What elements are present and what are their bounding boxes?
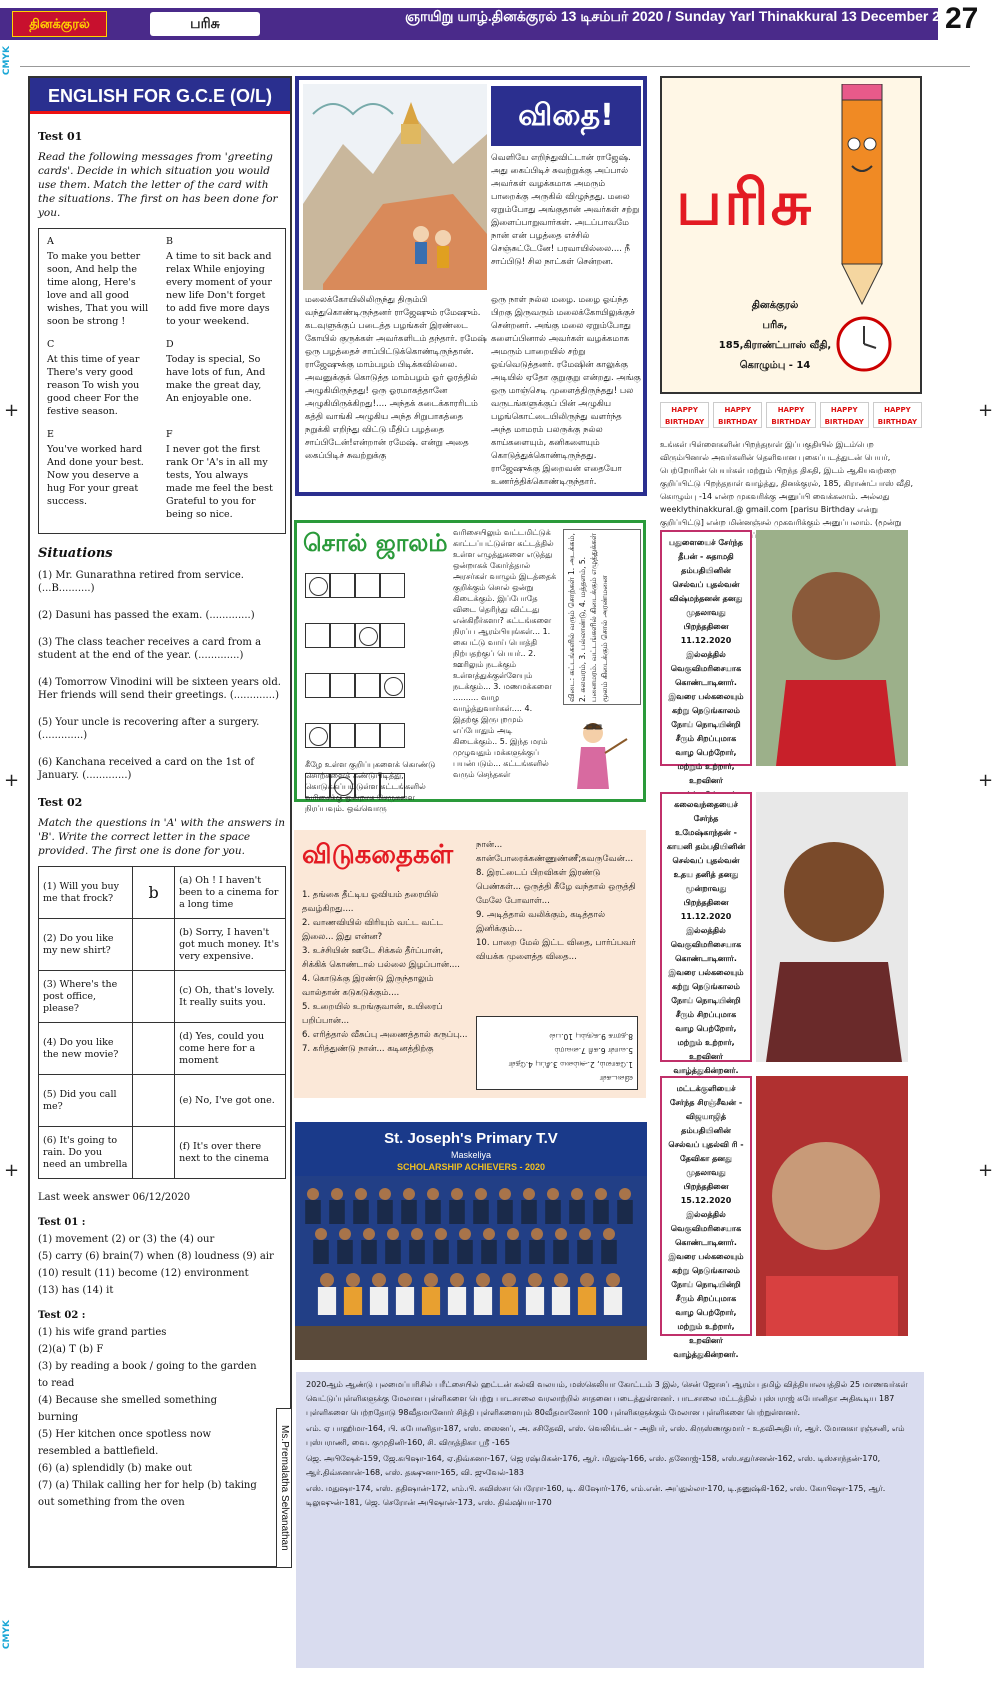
- student-figure: [593, 1188, 609, 1224]
- card-letter: C: [47, 339, 55, 350]
- riddle-item: 3. உச்சியின் ஊடே சிக்கல் தீர்ப்பான், சிக்கிக் கொண்டால் பல்லை இழப்பான்....: [302, 946, 460, 970]
- situation-item: (1) Mr. Gunarathna retired from service. (...B..........): [38, 570, 244, 594]
- puzzle-row-gap: [305, 598, 405, 604]
- register-mark-icon: +: [4, 400, 20, 421]
- answer-line: (7) (a) Thilak calling her for help (b) taking out something from the oven: [38, 1480, 257, 1508]
- newspaper-logo: தினக்குரல்: [12, 11, 107, 37]
- riddle-item: நான்... கான்போரைக்கண்ணுண்ணீ;கவருவேன்...: [476, 840, 634, 864]
- address-line: பரிசு,: [762, 320, 788, 331]
- card-letter: B: [166, 236, 173, 247]
- card-letter: A: [47, 236, 54, 247]
- match-answer-option: (e) No, I've got one.: [175, 1075, 286, 1127]
- match-answer-blank: [133, 1023, 175, 1075]
- match-answer-option: (c) Oh, that's lovely. It really suits you.: [175, 971, 286, 1023]
- happy-birthday-banner: HAPPY BIRTHDAY: [766, 402, 815, 428]
- student-figure: [474, 1273, 492, 1315]
- answer-line: (1) movement (2) or (3) the (4) our: [38, 1234, 215, 1245]
- student-figure: [578, 1273, 596, 1315]
- match-answer-option: (f) It's over there next to the cinema: [175, 1127, 286, 1179]
- puzzle-cell: [305, 623, 330, 648]
- child-photo-2: [756, 792, 908, 1062]
- puzzle-cell: [380, 623, 405, 648]
- card-text: At this time of year There's very good reason To wish you good cheer For the festive season.: [47, 354, 140, 417]
- match-question: (1) Will you buy me that frock?: [39, 867, 133, 919]
- parisu-wordmark: பரிசு: [676, 166, 814, 239]
- situation-item: (4) Tomorrow Vinodini will be sixteen years old. Her friends will send their greetings. (.............): [38, 677, 281, 701]
- happy-birthday-banner: HAPPY BIRTHDAY: [820, 402, 869, 428]
- register-mark-icon: +: [978, 1160, 994, 1181]
- school-subtitle: SCHOLARSHIP ACHIEVERS - 2020: [396, 1162, 546, 1172]
- puzzle-title: சொல் ஜாலம்: [303, 529, 448, 557]
- puzzle-row-gap: [305, 748, 405, 754]
- match-answer-blank: [133, 919, 175, 971]
- student-figure: [526, 1273, 544, 1315]
- student-figure: [409, 1228, 425, 1264]
- riddles-right: [476, 838, 638, 964]
- riddle-item: 9. அடித்தால் வலிக்கும், கடித்தால் இனிக்கும்...: [476, 910, 606, 934]
- happy-birthday-banner: HAPPY BIRTHDAY: [873, 402, 922, 428]
- date-line: ஞாயிறு யாழ்.தினக்குரல் 13 டிசம்பர் 2020 / Sunday Yarl Thinakkural 13 December 2020: [405, 8, 964, 24]
- story-text-left: மலைக்கோயிலிலிருந்து திரும்பி வந்துகொண்டிருந்தனர் ராஜேஷும் ரமேஷும். கடவுளுக்குப் படைத்த பழங்கள் இரண்டை கோயில் குருக்கள் அவர்களிடம் தந்தார். ரமேஷ் ஒரு பழத்தைச் சாப்பிட்டுக்கொண்டிருந்தான். ராஜேஷுக்கு மாம்பழம் பிடிக்கவில்லை. அவனுக்குக் கொடுத்த மாம்பழம் ஓர் ஓரத்தில் அழுகியிருந்தது! ஒரு ஓரமாகத்தானே அழுகியிருக்கிறது!.... அந்தக் கடைக்காரரிடம் கத்தி வாங்கி அழுகிய அந்த சிறுபாகத்தை நறுக்கி எறிந்து விட்டு மீதிப் பழத்தை சாப்பிடேன்!என்றான் ரமேஷ். என்று அதை கைப்பிடிச் சுவற்றுக்கு: [305, 295, 487, 461]
- student-figure: [604, 1273, 622, 1315]
- riddles-left: [302, 888, 470, 1056]
- student-figure: [313, 1228, 329, 1264]
- riddle-item: 6. எரித்தால் வீசுப்பு அணைத்தால் கருப்பு...: [302, 1030, 468, 1040]
- match-question: (6) It's going to rain. Do you need an umbrella: [39, 1127, 133, 1179]
- student-figure: [401, 1188, 417, 1224]
- puzzle-clues: வரிசையிலும் வட்டமிட்டுக் காட்டப்பட்டுள்ள கட்டத்தில் உள்ள எழுத்துகளை எடுத்து ஒன்றாகக் கோர்த்தால் அரசர்கள் வாழும் இடத்தைக் குறிக்கும் சொல் ஒன்று கிடைக்கும். இப்போதே விடை தெரிந்து விட்டது என்கிறீர்களா? கட்டங்களை நிரப்ப ஆரம்பியுங்கள்... 1. கைபட்டு வாய் பொத்தி நிற்பதற்குப் பெயர்.. 2. ஊரிலும் நடக்கும் உள்ளத்துக்குள்ளேயும் நடக்கும்... 3. மணமக்களை .......... வாழ வாழ்த்துவார்கள்.... 4. இதற்கு இருபுறமும் எப்போதும் அடி கிடைக்கும்.. 5. இந்த மரம் முழுவதும் மக்களுக்குப் பயன்படும்... கட்டங்களில் வரும் செந்தகள்: [453, 528, 557, 779]
- greeting-card: [43, 336, 162, 426]
- student-figure: [425, 1188, 441, 1224]
- puzzle-cell: [355, 573, 380, 598]
- student-figure: [422, 1273, 440, 1315]
- puzzle-cell: [330, 673, 355, 698]
- student-figure: [569, 1188, 585, 1224]
- answer-line: (1) his wife grand parties: [38, 1327, 167, 1338]
- match-question: (5) Did you call me?: [39, 1075, 133, 1127]
- puzzle-cell: [305, 723, 330, 748]
- student-figure: [497, 1188, 513, 1224]
- story-title: விதை!: [491, 86, 641, 146]
- top-rule: [20, 66, 970, 67]
- page-number: 27: [945, 2, 979, 35]
- student-figure: [553, 1228, 569, 1264]
- student-figure: [377, 1188, 393, 1224]
- riddles-answers: [476, 1016, 638, 1090]
- student-figure: [473, 1188, 489, 1224]
- match-question: (4) Do you like the new movie?: [39, 1023, 133, 1075]
- caption-paragraph: ஜெ. அபிஷேக்-159, ஜே.கபிஷா-164, ஏ.திவ்சுனா-167, ஜெ ரஷ்மிகன்-176, ஆர். மிதுஷ்-166, எஸ். தனோஜ்-158, எஸ்.சதுர்சனன்-162, எஸ். டிஸ்சாந்தன்-170, ஆர்.திவ்சுனான்-168, எஸ். தக்ஷுனா-165, வி. ஜுவேல்-183: [306, 1454, 881, 1477]
- puzzle-cell: [355, 623, 380, 648]
- greeting-cards: [38, 228, 286, 534]
- greeting-card: [162, 233, 281, 336]
- caption-paragraph: எம். ஏ பாஹிமா-164, பி. சுபோனிதா-187, எஸ். ஸைனப், அ. சசிதேவி, எஸ். வெலிங்டன் - அதிபர், எஸ். கிருஸ்ணகுமார் - உதவிஅதிபர், ஆர். மோனகா ரஞ்சனி, எம் புஸ்பராணி, வை. குமுதினி-160, சி. விருத்திகா ஸ்ரீ -165: [306, 1424, 905, 1447]
- match-question: (3) Where's the post office, please?: [39, 971, 133, 1023]
- student-figure: [457, 1228, 473, 1264]
- student-figure: [617, 1188, 633, 1224]
- match-answer-option: (b) Sorry, I haven't got much money. It's very expensive.: [175, 919, 286, 971]
- english-column: [28, 76, 292, 1568]
- student-figure: [505, 1228, 521, 1264]
- child-photo-1: [756, 530, 908, 766]
- school-caption: [296, 1372, 924, 1668]
- match-answer-blank: b: [133, 867, 175, 919]
- match-table: [38, 866, 286, 1179]
- birthday-wish-2: கலைவந்தையைச் சேர்ந்த உமேஷ்காந்தன் - காயனி தம்பதியினின் செல்வப் புதல்வன் உதய தனித் தனது மூன்றாவது பிறந்ததினை 11.12.2020 இல்லத்தில் வெகுவிமரிசையாக கொண்டாடினார். இவரை பல்கலையும் கற்று நெடுங்காலம் நோய் நொடியின்றி சீரும் சிறப்புமாக வாழ பெற்றோர், மற்றும் உற்றார், உறவினர் வாழ்த்துகின்றனர்.: [660, 792, 752, 1062]
- school-name: St. Joseph's Primary T.V: [384, 1130, 558, 1147]
- address-line: தினக்குரல்: [751, 300, 799, 311]
- riddle-item: 5. உறையில் உறங்குவான், உயிரைப் பறிப்பான்...: [302, 1002, 443, 1026]
- lw-test1-heading: Test 01 :: [38, 1217, 86, 1228]
- answer-line: (6) (a) splendidly (b) make out: [38, 1463, 192, 1474]
- student-figure: [529, 1228, 545, 1264]
- cmyk-mark-top: CMYK: [2, 46, 12, 76]
- student-figure: [601, 1228, 617, 1264]
- lw-test1-answers: [38, 1231, 286, 1299]
- match-row: [39, 919, 286, 971]
- situations-list: [38, 569, 286, 782]
- answer-line: (10) result (11) become (12) environment: [38, 1268, 249, 1279]
- author-byline: Ms.Premalatha Selvanathan: [276, 1408, 292, 1568]
- riddle-answer-line: 1.கோலம், 2.அம்மை 3.சீப்பு 4.தேள்: [508, 1060, 633, 1069]
- masthead: [0, 0, 1000, 48]
- caption-paragraph: எஸ். மதுஷா-174, எஸ். ததிஷான்-172, எம்.பி. சுவிஸ்சா பெரேரா-160, டி. கிஷோர்-176, எம்.என். அப்துல்லா-170, டி.தனுஷ்கி-162, எஸ். கோபிஷா-175, ஆர். டிலுஷுன்-181, ஜெ. செரோன் அபிஷான்-173, எஸ். திவ்ஷியா-170: [306, 1484, 886, 1507]
- riddle-item: 2. வாணவியில் விரியும் வட்ட வட்ட இலை... இது என்ன?: [302, 918, 444, 942]
- puzzle-cell: [330, 723, 355, 748]
- story-illustration: [303, 84, 487, 290]
- story-text-bottom-right: ஒரு நாள் நல்ல மழை. மழை ஓய்ந்த பிறகு இருவரும் மலைக்கோயிலுக்குச் சென்றனர். அங்கு மலை ஏறும்போது களைப்பினால் அவர்கள் வழக்கமாக அமரும் பாறையில் சற்று ஓய்வெடுத்தனர். ரமேஷின் காலுக்கு அடியில் ஏதோ குறுகுறு என்றது. அங்கு ஒரு மாஞ்செடி முளைத்திருந்தது! பல வருடங்களுக்குப் பின் அழுகிய பழங்கொட்டையிலிருந்து வளர்ந்த அந்த மாமரம் பலருக்கு நல்ல காய்களையும், கனிகளையும் கொடுத்துக்கொண்டிருந்தது. ராஜேஷுக்கு இறைவன் எதையோ உணர்த்திக்கொண்டிருந்தார்.: [491, 295, 641, 487]
- puzzle-cell: [380, 723, 405, 748]
- riddle-item: 7. கரித்துண்டு நான்... கடினத்திற்கு: [302, 1044, 434, 1054]
- greeting-card: [43, 426, 162, 529]
- register-mark-icon: +: [978, 770, 994, 791]
- student-figure: [577, 1228, 593, 1264]
- riddles-box: [294, 830, 646, 1098]
- test2-instructions: Match the questions in 'A' with the answers in 'B'. Write the correct letter in the space provided. The first one is done for you.: [38, 817, 286, 857]
- answer-line: (5) carry (6) brain(7) when (8) loudness (9) air: [38, 1251, 274, 1262]
- address-line: கொழும்பு - 14: [739, 360, 811, 371]
- riddle-item: 4. கொடுக்கு இரண்டு இருந்தாலும் வால்தான் கடுகடுக்கும்....: [302, 974, 434, 998]
- match-row: [39, 1075, 286, 1127]
- teacher-illustration-icon: [569, 719, 629, 799]
- register-mark-icon: +: [4, 1160, 20, 1181]
- group-photo-image: [295, 1176, 647, 1360]
- student-figure: [361, 1228, 377, 1264]
- match-row: [39, 1127, 286, 1179]
- card-text: A time to sit back and relax While enjoying every moment of your new life Don't forget to add five more days to your weekend.: [166, 251, 272, 327]
- puzzle-cell: [305, 573, 330, 598]
- test1-instructions: Read the following messages from 'greeting cards'. Decide in which situation you would use them. Match the letter of the card with the situations. The first on has been done for you.: [38, 151, 278, 219]
- match-row: [39, 867, 286, 919]
- card-letter: F: [166, 429, 173, 440]
- student-figure: [370, 1273, 388, 1315]
- birthday-wish-3: மட்டக்குளியைச் சேர்ந்த சிரஞ்சீவன் - விஜயாஜித் தம்பதியினின் செல்வப் புதல்வி ரி - தேவிகா தனது முதலாவது பிறந்ததினை 15.12.2020 இல்லத்தில் வெகுவிமரிசையாக கொண்டாடினார். இவரை பல்கலையும் கற்று நெடுங்காலம் நோய் நொடியின்றி சீரும் சிறப்புமாக வாழ பெற்றோர், மற்றும் உற்றார், உறவினர் வாழ்த்துகின்றனர்.: [660, 1076, 752, 1336]
- card-text: Today is special, So have lots of fun, And make the great day, An enjoyable one.: [166, 354, 266, 404]
- student-figure: [552, 1273, 570, 1315]
- birthday-banner-row: [660, 402, 922, 432]
- riddle-answer-line: 5.வாள் 6.கரி 7.வைரம்: [554, 1046, 633, 1055]
- puzzle-cell: [330, 623, 355, 648]
- greeting-card: [162, 426, 281, 529]
- match-row: [39, 1023, 286, 1075]
- student-figure: [448, 1273, 466, 1315]
- story-box: [295, 76, 647, 496]
- situation-item: (3) The class teacher receives a card from a student at the end of the year. (.............): [38, 637, 262, 661]
- student-figure: [344, 1273, 362, 1315]
- match-answer-blank: [133, 1127, 175, 1179]
- english-title: ENGLISH FOR G.C.E (O/L) 2020: [30, 78, 290, 114]
- answer-line: (5) Her kitchen once spotless now resembled a battlefield.: [38, 1429, 212, 1457]
- lw-test2-heading: Test 02 :: [38, 1310, 86, 1321]
- student-figure: [305, 1188, 321, 1224]
- puzzle-cell: [380, 673, 405, 698]
- student-figure: [396, 1273, 414, 1315]
- happy-birthday-banner: HAPPY BIRTHDAY: [660, 402, 709, 428]
- story-text-top-right: வெளியே எறிந்துவிட்டான் ராஜேஷ். அது கைப்பிடிச் சுவற்றுக்கு அப்பால் அவர்கள் வழக்கமாக அமரும் பாறைக்கு அருகில் விழுந்தது. மலை ஏறும்போது அங்குதான் அவர்கள் சற்று இளைப்பாறுவார்கள். அடப்பாவமே நான் என் பழத்தை எச்சில் செஞ்சுட்டேனே! பரவாயில்லை.... நீ சாப்பிடு! சில நாட்கள் சென்றன.: [491, 153, 640, 267]
- student-figure: [500, 1273, 518, 1315]
- birthday-wish-1: பதுளையைச் சேர்ந்த தீபன் - சுதாமதி தம்பதியினின் செல்வப் புதல்வன் விஷ்மந்தனன் தனது முதலாவது பிறந்ததினை 11.12.2020 இல்லத்தில் வெகுவிமரிசையாக கொண்டாடினார். இவரை பல்கலையும் கற்று நெடுங்காலம் நோய் நொடியின்றி சீரும் சிறப்புமாக வாழ பெற்றோர், மற்றும் உற்றார், உறவினர்: [660, 530, 752, 766]
- answer-line: (3) by reading a book / going to the garden to read: [38, 1361, 257, 1389]
- match-question: (2) Do you like my new shirt?: [39, 919, 133, 971]
- match-answer-blank: [133, 1075, 175, 1127]
- lw-test2-answers: [38, 1324, 258, 1511]
- student-figure: [385, 1228, 401, 1264]
- parisu-note: உங்கள் பிள்ளைகளின் பிறந்தநாள் இப்பகுதியில் இடம்பெற விரும்பினால் அவர்களின் தெளிவான புகைப்படத்துடன் பெயர், பெற்றோரின் பெயர்கள் மற்றும் பிறந்த திகதி, இடம் ஆகியவற்றை குறிப்பிட்டு பிறந்தநாள் வாழ்த்து, தினக்குரல், 185, கிராண்ட்பாஸ் வீதி, கொழும்பு -14 என்ற முகவரிக்கு அனுப்பி வைக்கலாம். அல்லது weeklythinakkural.@ gmail.com [parisu Birthday என்று குறிப்பிட்டு] என்ற மின்னஞ்சல் முகவரிக்கும் அனுப்பலாம். (மூன்று: [660, 440, 914, 527]
- student-figure: [449, 1188, 465, 1224]
- school-photo: [295, 1122, 647, 1360]
- address-line: 185,கிராண்ட்பாஸ் வீதி,: [718, 340, 832, 351]
- child-photo-3: [756, 1076, 908, 1336]
- student-figure: [521, 1188, 537, 1224]
- riddle-item: 1. தங்கை தீட்டிய ஓவியம் தரையில் தவழ்கிறது....: [302, 890, 439, 914]
- situation-item: (6) Kanchana received a card on the 1st of January. (.............): [38, 757, 255, 781]
- student-figure: [329, 1188, 345, 1224]
- card-text: You've worked hard And done your best. Now you deserve a hug For your great success.: [47, 444, 144, 507]
- cmyk-mark-bottom: CMYK: [2, 1620, 12, 1650]
- match-answer-option: (a) Oh ! I haven't been to a cinema for a long time: [175, 867, 286, 919]
- puzzle-answer: விடை: கட்டங்களில் வரும் சொற்கள் 1. அடக்கம், 2. கலவரம், 3. பல்லாண்டு, 4. மத்தளம், 5. பனைமரம். வட்டங்களில் கிடைக்கும் எழுத்துக்கள் மூலம் கிடைக்கும் சொல் அரண்மனை: [563, 529, 641, 705]
- english-body: [38, 122, 286, 1511]
- word-puzzle: [294, 520, 646, 813]
- answer-line: (4) Because she smelled something burning: [38, 1395, 217, 1423]
- puzzle-cell: [330, 573, 355, 598]
- answer-line: (13) has (14) it: [38, 1285, 114, 1296]
- student-figure: [353, 1188, 369, 1224]
- caption-paragraph: 2020ஆம் ஆண்டு புலமைப்பரிசில் பரீட்சையில் ஹட்டன் கல்வி வலயம், மஸ்கெலியா கோட்டம் 3 இல், சென் ஜோசப் ஆரம்ப தமிழ் வித்தியாலயத்தில் 25 மாணவர்கள் வெட்டுப்புள்ளிகளுக்கு மேலான புள்ளிகளை பெற்று பாடசாலை வரலாற்றில் சாதனை படைத்துள்ளனர். பாடசாலை மட்டத்தில் புஸ்பராஜ் சுபோனிதா அதிகூடிய 187 புள்ளிகளை பெற்றதோடு 98வீதமானோர் சித்தி புள்ளிகளையும் 80வீதமானோர் 100 புள்ளிகளுக்கும் மேலான புள்ளிகளை பெற்றுள்ளனர்.: [306, 1380, 908, 1417]
- situations-heading: Situations: [38, 546, 113, 561]
- happy-birthday-banner: HAPPY BIRTHDAY: [713, 402, 762, 428]
- puzzle-cell: [355, 673, 380, 698]
- register-mark-icon: +: [4, 770, 20, 791]
- puzzle-cell: [380, 573, 405, 598]
- test1-heading: Test 01: [38, 130, 83, 143]
- puzzle-cell: [305, 673, 330, 698]
- greeting-card: [162, 336, 281, 426]
- student-figure: [545, 1188, 561, 1224]
- card-letter: E: [47, 429, 54, 440]
- student-figure: [481, 1228, 497, 1264]
- puzzle-row-gap: [305, 698, 405, 704]
- riddles-title: விடுகதைகள்: [302, 840, 454, 870]
- card-text: I never got the first rank Or 'A's in all my tests, You always made me feel the best Grateful to you for being so nice.: [166, 444, 273, 520]
- match-answer-option: (d) Yes, could you come here for a moment: [175, 1023, 286, 1075]
- puzzle-cell: [355, 723, 380, 748]
- student-figure: [433, 1228, 449, 1264]
- greeting-card: [43, 233, 162, 336]
- puzzle-row-gap: [305, 648, 405, 654]
- card-text: To make you better soon, And help the time along, Here's love and all good wishes, That you will soon be strong !: [47, 251, 149, 327]
- student-figure: [337, 1228, 353, 1264]
- riddle-item: 8. இரட்டைப் பிறவிகள் இரண்டு பெண்கள்... ஒருத்தி கீழே வந்தால் ஒருத்தி மேலே போவாள்...: [476, 868, 636, 906]
- register-mark-icon: +: [978, 400, 994, 421]
- school-location: Maskeliya: [450, 1150, 491, 1160]
- parisu-promo: [660, 76, 922, 394]
- puzzle-instructions: கீழே உள்ள குறிப்புகளைக் கொண்டு சொற்களைக் கண்டுபிடித்து, கொடுக்கப்பட்டுள்ள கட்டங்களில் வரிசைக்கு ஒன்றாக செருகளை நிரப்பவும். ஒவ்வொரு: [305, 760, 436, 813]
- parisu-address: [710, 296, 840, 376]
- test2-heading: Test 02: [38, 796, 83, 809]
- situation-item: (5) Your uncle is recovering after a surgery. (.............): [38, 717, 260, 741]
- student-figure: [318, 1273, 336, 1315]
- card-letter: D: [166, 339, 174, 350]
- last-week-heading: Last week answer 06/12/2020: [38, 1192, 191, 1203]
- section-tab: பரிசு: [150, 12, 260, 36]
- riddle-answer-line: விடைகள்: [599, 1074, 633, 1083]
- answer-line: (2)(a) T (b) F: [38, 1344, 104, 1355]
- situation-item: (2) Dasuni has passed the exam. (.............): [38, 610, 255, 621]
- match-row: [39, 971, 286, 1023]
- riddle-item: 10. பாறை மேல் இட்ட விதை, பார்ப்பவர் வியக்க முளைத்த விதை...: [476, 938, 636, 962]
- match-answer-blank: [133, 971, 175, 1023]
- riddle-answer-line: 8.தராசு 9.கரும்பு 10.பல்: [549, 1032, 633, 1041]
